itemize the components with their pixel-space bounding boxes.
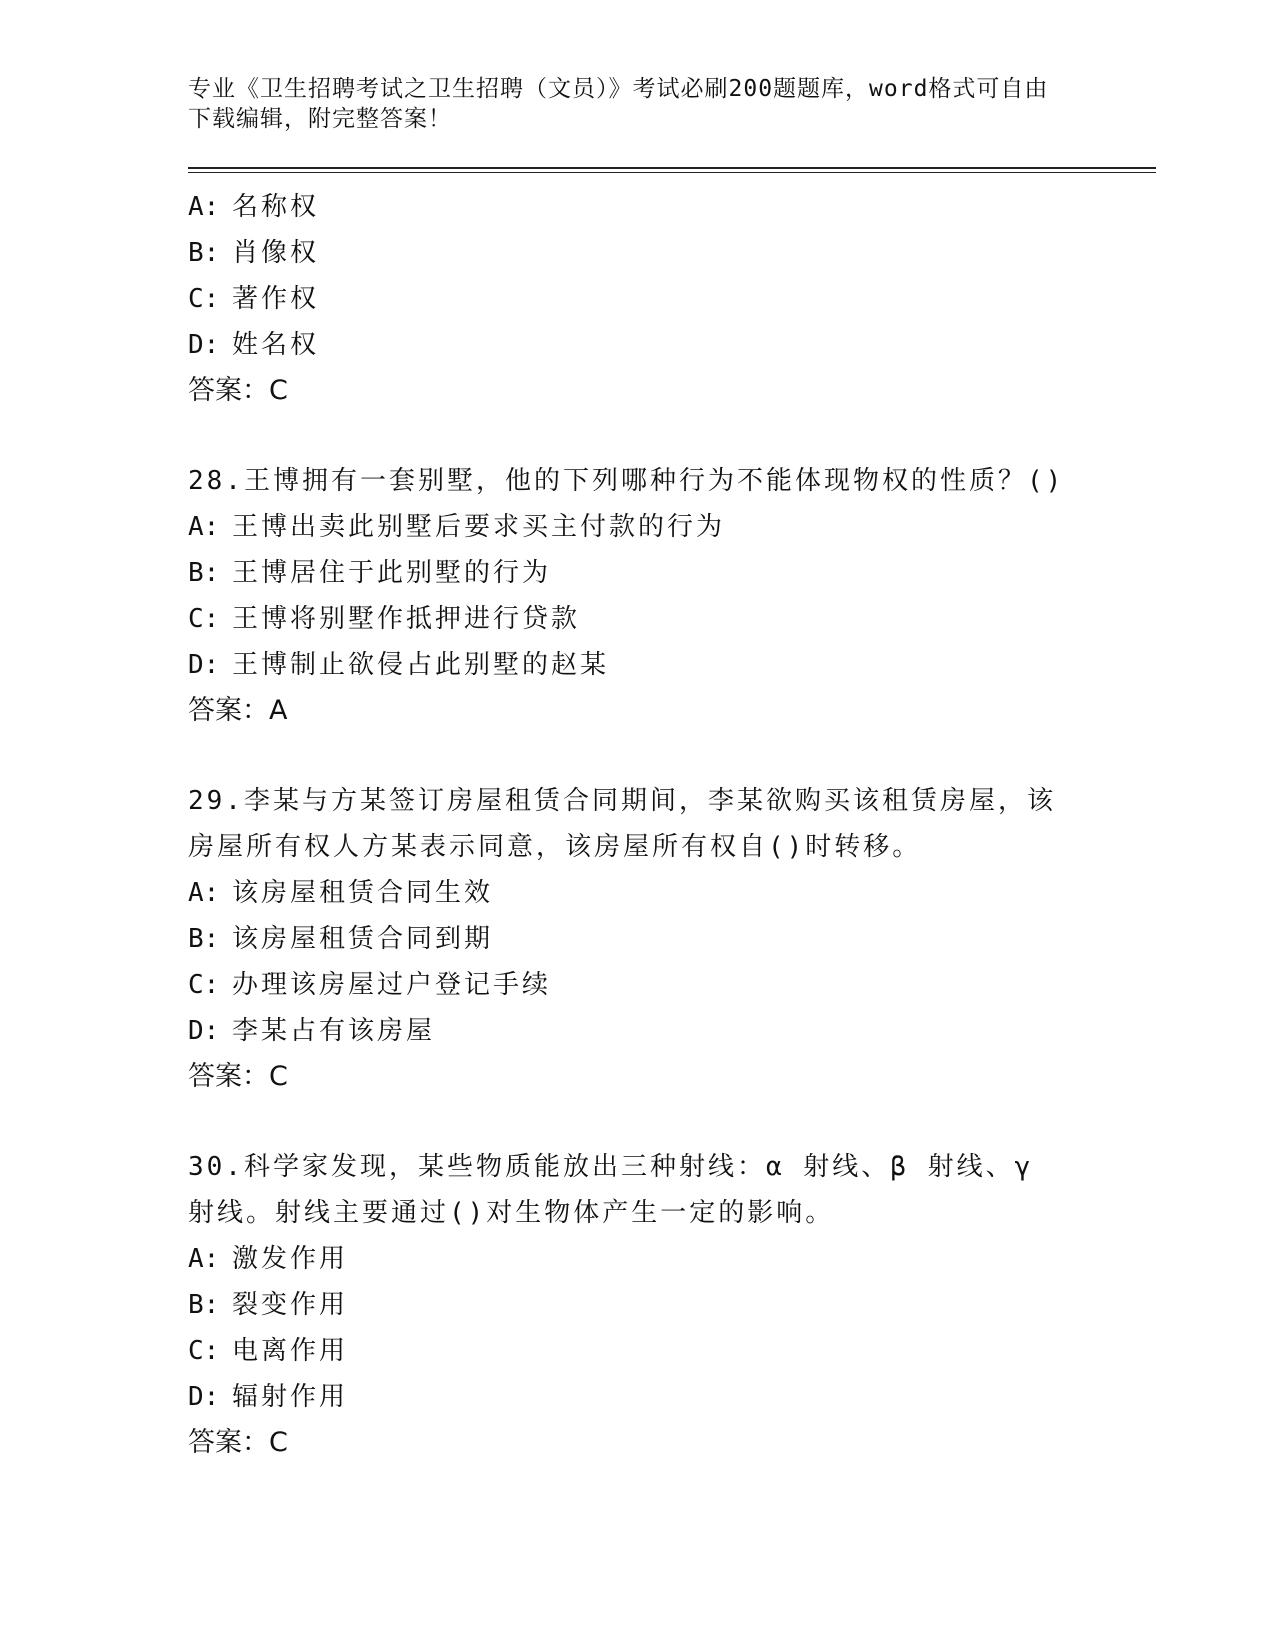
option-d: D: 王博制止欲侵占此别墅的赵某 xyxy=(188,650,610,680)
question-stem: 28.王博拥有一套别墅，他的下列哪种行为不能体现物权的性质？() xyxy=(188,466,1065,496)
option-d: D: 辐射作用 xyxy=(188,1382,349,1412)
option-b: B: 裂变作用 xyxy=(188,1290,349,1320)
option-c: C: 王博将别墅作抵押进行贷款 xyxy=(188,604,581,634)
option-c: C: 著作权 xyxy=(188,284,320,314)
answer: 答案：C xyxy=(188,375,288,406)
answer: 答案：A xyxy=(188,695,288,726)
header-rule xyxy=(188,167,1156,173)
option-a: A: 激发作用 xyxy=(188,1244,349,1274)
document-header: 专业《卫生招聘考试之卫生招聘（文员）》考试必刷200题题库，word格式可自由下载编辑，附完整答案！ xyxy=(188,76,1049,132)
option-c: C: 电离作用 xyxy=(188,1336,349,1366)
option-a: A: 该房屋租赁合同生效 xyxy=(188,878,494,908)
question-28 xyxy=(188,458,1148,734)
option-b: B: 王博居住于此别墅的行为 xyxy=(188,558,552,588)
answer: 答案：C xyxy=(188,1427,288,1458)
question-continued xyxy=(188,184,1148,414)
question-stem: 29.李某与方某签订房屋租赁合同期间，李某欲购买该租赁房屋，该房屋所有权人方某表示同意，该房屋所有权自()时转移。 xyxy=(188,786,1056,862)
option-b: B: 该房屋租赁合同到期 xyxy=(188,924,494,954)
answer: 答案：C xyxy=(188,1061,288,1092)
option-a: A: 名称权 xyxy=(188,192,320,222)
option-a: A: 王博出卖此别墅后要求买主付款的行为 xyxy=(188,512,726,542)
document-page xyxy=(188,70,1148,1466)
question-29 xyxy=(188,778,1148,1100)
question-30 xyxy=(188,1144,1148,1466)
option-c: C: 办理该房屋过户登记手续 xyxy=(188,970,552,1000)
option-b: B: 肖像权 xyxy=(188,238,320,268)
option-d: D: 李某占有该房屋 xyxy=(188,1016,436,1046)
question-stem: 30.科学家发现，某些物质能放出三种射线：α 射线、β 射线、γ 射线。射线主要通过()对生物体产生一定的影响。 xyxy=(188,1152,1034,1228)
option-d: D: 姓名权 xyxy=(188,330,320,360)
